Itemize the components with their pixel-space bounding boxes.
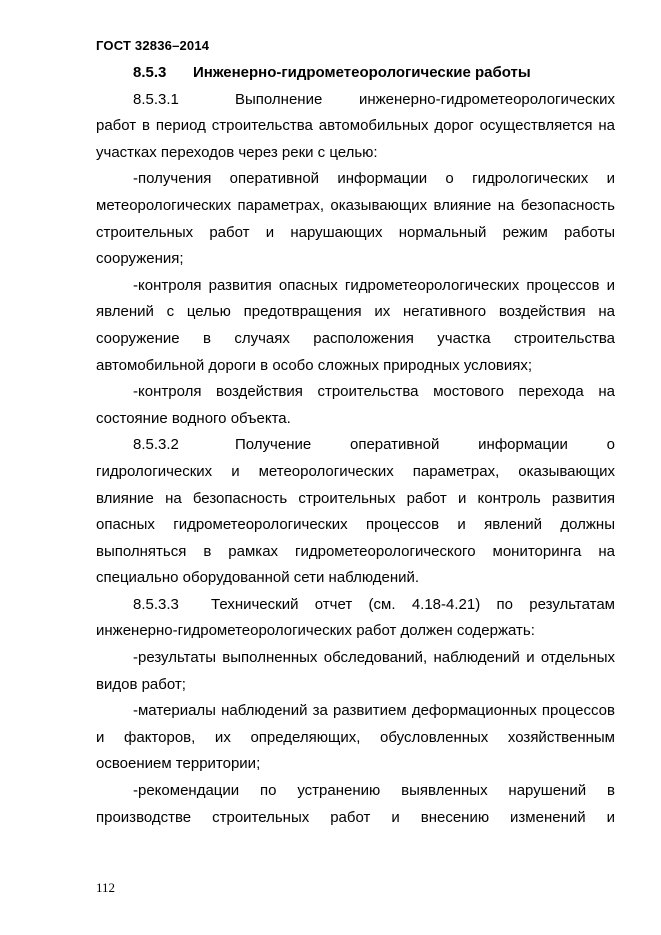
- paragraph-number: 8.5.3.3: [133, 595, 179, 613]
- list-item: -получения оперативной информации о гидрологических и метеорологических параметрах, оказывающих влияние на безопасность строительных работ и нарушающих нормальный режим работы сооружения;: [96, 170, 615, 268]
- list-item: -материалы наблюдений за развитием деформационных процессов и факторов, их определяющих, обусловленных хозяйственным освоением территории;: [96, 702, 615, 773]
- paragraph-text: Технический отчет (см. 4.18-4.21) по результатам инженерно-гидрометеорологических работ должен содержать:: [96, 595, 615, 640]
- section-heading: [96, 60, 615, 87]
- section-title: Инженерно-гидрометеорологические работы: [193, 64, 531, 81]
- standard-header: ГОСТ 32836–2014: [96, 38, 210, 53]
- paragraph-number: 8.5.3.1: [133, 90, 179, 108]
- paragraph-8-5-3-3: [96, 592, 615, 645]
- list-item: -результаты выполненных обследований, наблюдений и отдельных видов работ;: [96, 649, 615, 693]
- paragraph-text: Выполнение инженерно-гидрометеорологических работ в период строительства автомобильных дорог осуществляется на участках переходов через реки с целью:: [96, 90, 615, 161]
- paragraph-text: Получение оперативной информации о гидрологических и метеорологических параметрах, оказывающих влияние на безопасность строительных работ и контроль развития опасных гидрометеорологических процессов и явлений должны выполняться в рамках гидрометеорологического мониторинга на специально оборудованной сети наблюдений.: [96, 436, 615, 587]
- list-item: -рекомендации по устранению выявленных нарушений в производстве строительных работ и внесению изменений и: [96, 782, 615, 826]
- paragraph-number: 8.5.3.2: [133, 436, 179, 454]
- document-body: [96, 60, 615, 831]
- list-item: -контроля воздействия строительства мостового перехода на состояние водного объекта.: [96, 383, 615, 427]
- page-number: 112: [96, 880, 116, 895]
- paragraph-8-5-3-2: [96, 432, 615, 592]
- section-number: 8.5.3: [133, 64, 167, 81]
- list-item: -контроля развития опасных гидрометеорологических процессов и явлений с целью предотвращения их негативного воздействия на сооружение в случаях расположения участка строительства автомобильной дороги в особо сложных природных условиях;: [96, 276, 615, 374]
- paragraph-8-5-3-1: [96, 87, 615, 167]
